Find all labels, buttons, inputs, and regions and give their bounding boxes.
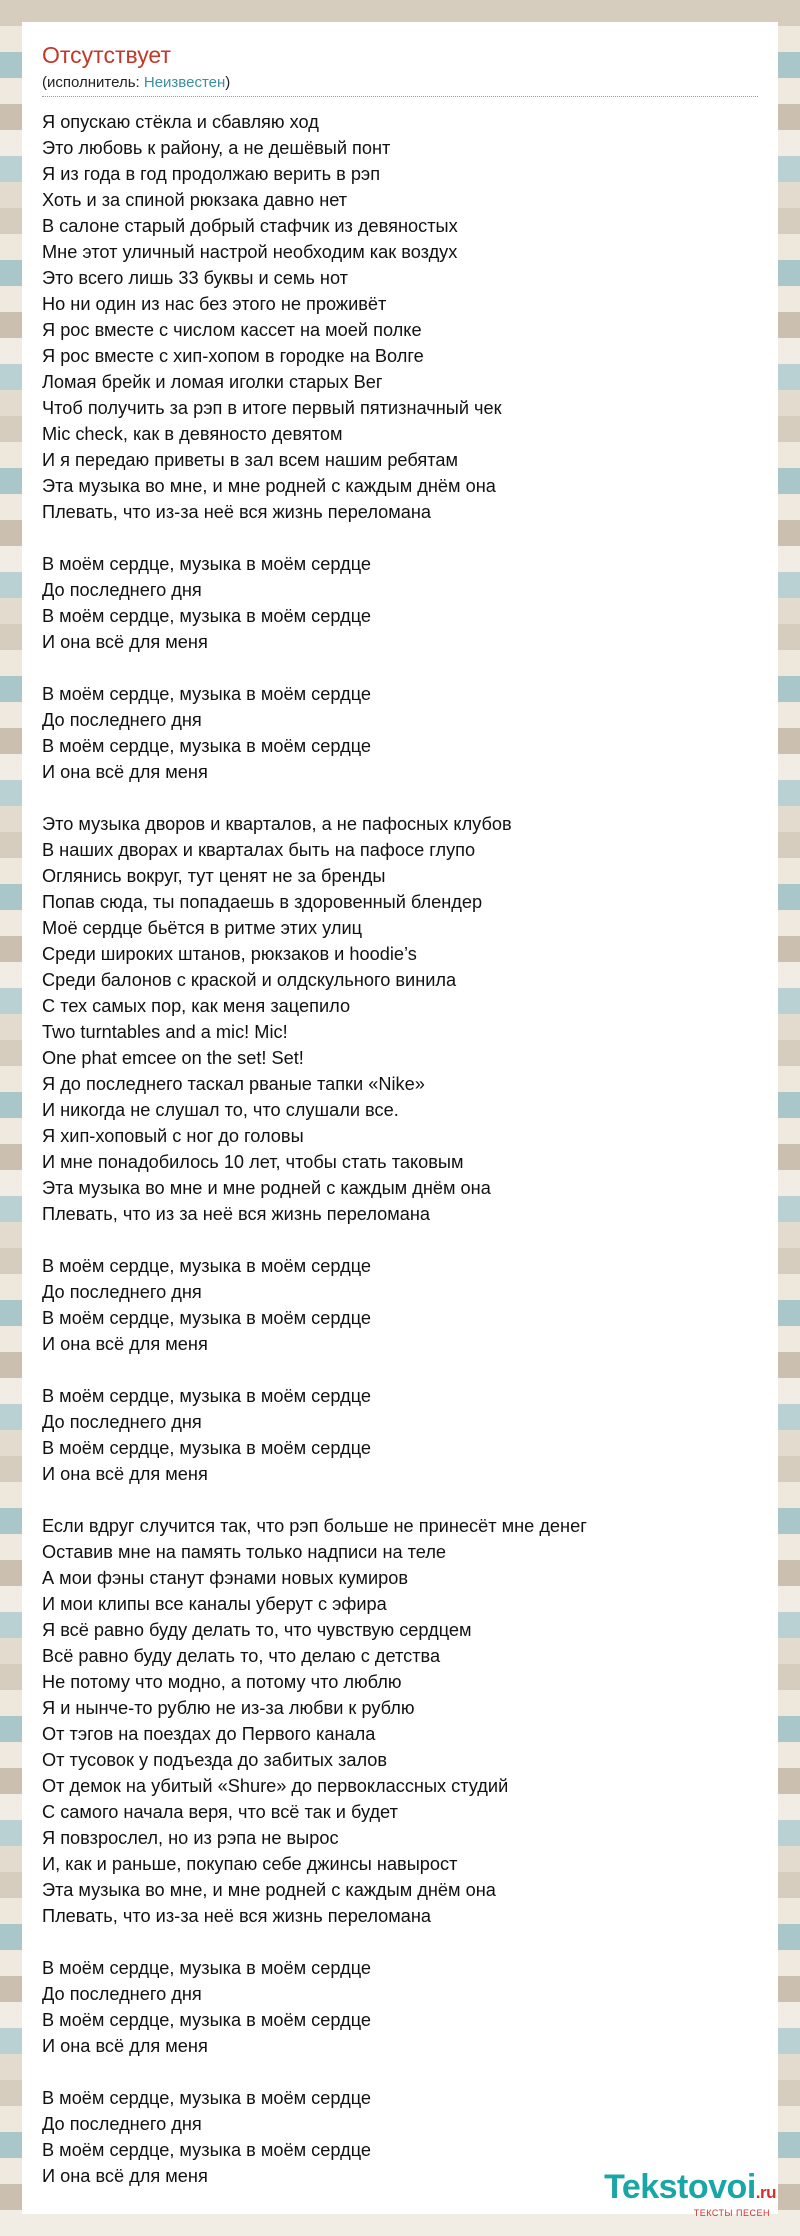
- lyrics-stanza: [42, 811, 758, 1227]
- lyric-line: С самого начала веря, что всё так и будет: [42, 1802, 398, 1822]
- site-logo-name: Tekstovoi: [604, 2168, 756, 2206]
- lyric-line: До последнего дня: [42, 710, 202, 730]
- lyric-line: В моём сердце, музыка в моём сердце: [42, 1256, 372, 1276]
- lyrics-stanza: [42, 551, 758, 655]
- lyric-line: В моём сердце, музыка в моём сердце: [42, 736, 372, 756]
- lyric-line: Я рос вместе с хип-хопом в городке на Волге: [42, 346, 424, 366]
- lyric-line: Я рос вместе с числом кассет на моей полке: [42, 320, 422, 340]
- lyric-line: Плевать, что из-за неё вся жизнь переломана: [42, 502, 432, 522]
- site-logo-wordmark: [604, 2170, 776, 2210]
- lyric-line: До последнего дня: [42, 1984, 202, 2004]
- lyrics-stanza: [42, 1955, 758, 2059]
- lyric-line: В моём сердце, музыка в моём сердце: [42, 2140, 372, 2160]
- lyric-line: В моём сердце, музыка в моём сердце: [42, 1386, 372, 1406]
- site-logo-tld: .ru: [755, 2183, 776, 2202]
- song-title: Отсутствует: [42, 42, 171, 68]
- lyric-line: От тэгов на поездах до Первого канала: [42, 1724, 376, 1744]
- lyric-line: От тусовок у подъезда до забитых залов: [42, 1750, 388, 1770]
- performer-link[interactable]: Неизвестен: [143, 74, 226, 91]
- lyric-line: И она всё для меня: [42, 1464, 208, 1484]
- lyric-line: Среди широких штанов, рюкзаков и hoodie’s: [42, 944, 417, 964]
- lyrics-stanza: [42, 1383, 758, 1487]
- lyrics-stanza: [42, 1253, 758, 1357]
- lyric-line: До последнего дня: [42, 1282, 202, 1302]
- lyric-line: И я передаю приветы в зал всем нашим ребятам: [42, 450, 458, 470]
- lyric-line: Это любовь к району, а не дешёвый понт: [42, 138, 391, 158]
- lyric-line: Я повзрослел, но из рэпа не вырос: [42, 1828, 339, 1848]
- lyric-line: Плевать, что из за неё вся жизнь переломана: [42, 1204, 431, 1224]
- site-logo-tagline: ТЕКСТЫ ПЕСЕН: [693, 2208, 770, 2218]
- lyric-line: В моём сердце, музыка в моём сердце: [42, 1958, 372, 1978]
- lyric-line: Это всего лишь 33 буквы и семь нот: [42, 268, 349, 288]
- lyric-line: Моё сердце бьётся в ритме этих улиц: [42, 918, 363, 938]
- lyric-line: И она всё для меня: [42, 2036, 208, 2056]
- lyric-line: До последнего дня: [42, 1412, 202, 1432]
- lyric-line: И мне понадобилось 10 лет, чтобы стать таковым: [42, 1152, 464, 1172]
- lyrics-stanza: [42, 109, 758, 525]
- performer-prefix: (исполнитель:: [42, 74, 144, 91]
- lyric-line: Я и нынче-то рублю не из-за любви к рублю: [42, 1698, 415, 1718]
- lyric-line: До последнего дня: [42, 580, 202, 600]
- lyric-line: Эта музыка во мне и мне родней с каждым днём она: [42, 1178, 491, 1198]
- lyric-line: Я хип-хоповый с ног до головы: [42, 1126, 304, 1146]
- lyric-line: Не потому что модно, а потому что люблю: [42, 1672, 402, 1692]
- site-logo[interactable]: [604, 2170, 776, 2218]
- lyric-line: И она всё для меня: [42, 762, 208, 782]
- lyric-line: В наших дворах и кварталах быть на пафосе глупо: [42, 840, 476, 860]
- lyric-line: Мне этот уличный настрой необходим как воздух: [42, 242, 458, 262]
- lyric-line: В моём сердце, музыка в моём сердце: [42, 554, 372, 574]
- lyric-line: Плевать, что из-за неё вся жизнь переломана: [42, 1906, 432, 1926]
- lyric-line: И мои клипы все каналы уберут с эфира: [42, 1594, 387, 1614]
- lyric-line: Я всё равно буду делать то, что чувствую сердцем: [42, 1620, 472, 1640]
- lyric-line: Эта музыка во мне, и мне родней с каждым днём она: [42, 476, 496, 496]
- lyric-line: Я опускаю стёкла и сбавляю ход: [42, 112, 319, 132]
- lyric-line: И никогда не слушал то, что слушали все.: [42, 1100, 399, 1120]
- lyric-line: И, как и раньше, покупаю себе джинсы навырост: [42, 1854, 458, 1874]
- lyric-line: В моём сердце, музыка в моём сердце: [42, 1308, 372, 1328]
- lyric-line: Оставив мне на память только надписи на теле: [42, 1542, 447, 1562]
- lyric-line: Если вдруг случится так, что рэп больше не принесёт мне денег: [42, 1516, 587, 1536]
- lyric-line: Попав сюда, ты попадаешь в здоровенный блендер: [42, 892, 483, 912]
- lyric-line: И она всё для меня: [42, 632, 208, 652]
- lyric-line: В моём сердце, музыка в моём сердце: [42, 2088, 372, 2108]
- lyric-line: И она всё для меня: [42, 2166, 208, 2186]
- lyric-line: Среди балонов с краской и олдскульного винила: [42, 970, 457, 990]
- lyric-line: От демок на убитый «Shure» до первоклассных студий: [42, 1776, 509, 1796]
- lyric-line: В моём сердце, музыка в моём сердце: [42, 1438, 372, 1458]
- lyric-line: В моём сердце, музыка в моём сердце: [42, 684, 372, 704]
- lyric-line: One phat emcee on the set! Set!: [42, 1048, 304, 1068]
- lyric-line: Чтоб получить за рэп в итоге первый пятизначный чек: [42, 398, 502, 418]
- lyric-line: В моём сердце, музыка в моём сердце: [42, 2010, 372, 2030]
- performer-line: [42, 74, 758, 97]
- lyric-line: В моём сердце, музыка в моём сердце: [42, 606, 372, 626]
- lyric-line: В салоне старый добрый стафчик из девяностых: [42, 216, 458, 236]
- lyric-line: Эта музыка во мне, и мне родней с каждым днём она: [42, 1880, 496, 1900]
- lyric-line: С тех самых пор, как меня зацепило: [42, 996, 351, 1016]
- lyric-line: А мои фэны станут фэнами новых кумиров: [42, 1568, 409, 1588]
- lyrics-stanza: [42, 1513, 758, 1929]
- lyrics-stanza: [42, 681, 758, 785]
- lyric-line: Two turntables and a mic! Mic!: [42, 1022, 288, 1042]
- lyric-line: Всё равно буду делать то, что делаю с детства: [42, 1646, 441, 1666]
- performer-suffix: ): [225, 74, 231, 91]
- lyric-line: Но ни один из нас без этого не проживёт: [42, 294, 387, 314]
- lyric-line: Оглянись вокруг, тут ценят не за бренды: [42, 866, 386, 886]
- lyric-line: Хоть и за спиной рюкзака давно нет: [42, 190, 348, 210]
- lyric-line: Я из года в год продолжаю верить в рэп: [42, 164, 381, 184]
- lyric-line: Я до последнего таскал рваные тапки «Nike»: [42, 1074, 425, 1094]
- lyric-line: До последнего дня: [42, 2114, 202, 2134]
- lyric-line: Ломая брейк и ломая иголки старых Вег: [42, 372, 383, 392]
- lyric-line: Это музыка дворов и кварталов, а не пафосных клубов: [42, 814, 512, 834]
- lyric-line: И она всё для меня: [42, 1334, 208, 1354]
- lyrics-sheet: [22, 22, 778, 2214]
- lyrics-body: [42, 109, 758, 2189]
- lyric-line: Mic check, как в девяносто девятом: [42, 424, 343, 444]
